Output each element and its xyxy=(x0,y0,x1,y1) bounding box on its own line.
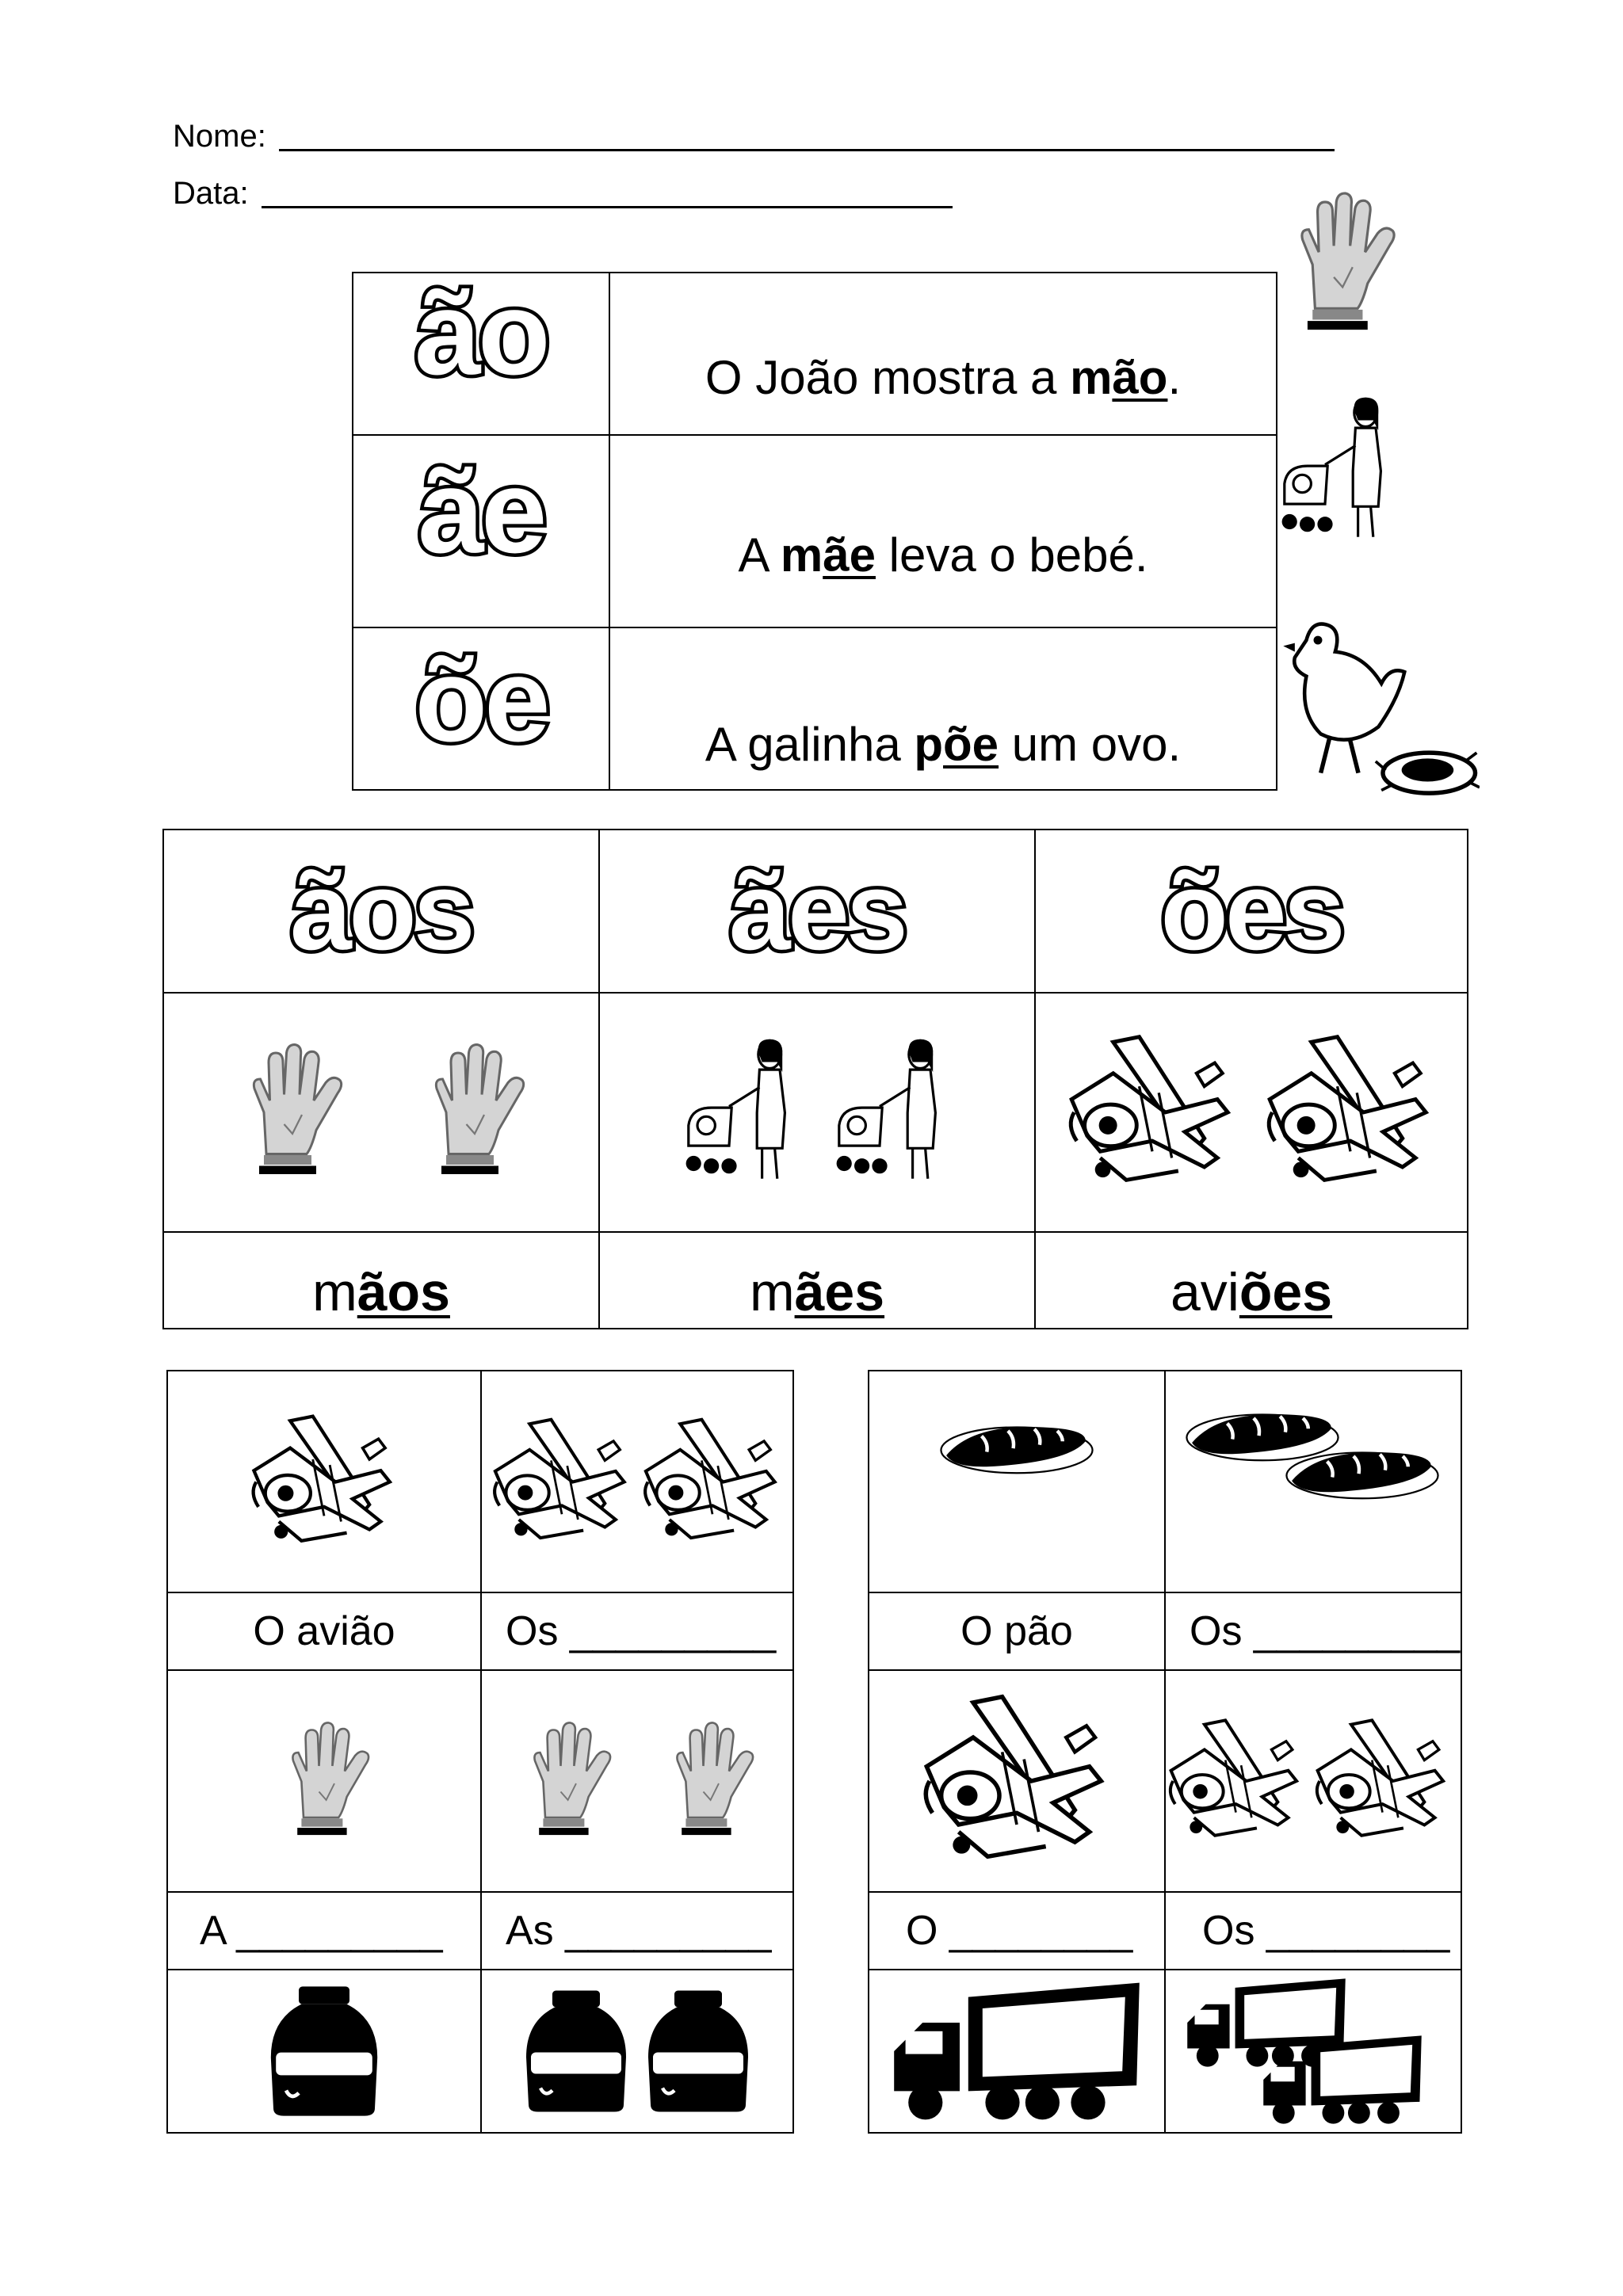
image-cell xyxy=(167,1670,481,1892)
image-cell xyxy=(481,1970,793,2133)
image-cell xyxy=(167,1371,481,1592)
digraph-cell xyxy=(353,266,609,435)
answer-plural: Os _________ xyxy=(1190,1608,1461,1654)
bread-icon xyxy=(938,1416,1096,1479)
sentence-text: A galinha põe um ovo. xyxy=(705,718,1182,771)
image-cell xyxy=(869,1970,1165,2133)
digraph-ae: ãe xyxy=(418,444,544,578)
airplane-icon xyxy=(245,1413,403,1551)
plural-header-cell xyxy=(599,830,1035,993)
date-label: Data: xyxy=(173,176,249,211)
answer-cell[interactable] xyxy=(481,1892,793,1970)
name-label: Nome: xyxy=(173,119,266,154)
word-maos: mãos xyxy=(312,1262,450,1322)
digraph-cell xyxy=(353,627,609,790)
jar-icon xyxy=(639,1985,758,2117)
truck-icon xyxy=(886,1980,1148,2122)
date-blank-line[interactable] xyxy=(262,206,953,208)
sentence-text: O João mostra a mão. xyxy=(705,351,1182,404)
answer-cell[interactable] xyxy=(481,1592,793,1670)
word-maes: mães xyxy=(749,1262,885,1322)
hand-icon xyxy=(273,1716,376,1847)
digraph-ao: ão xyxy=(414,266,548,399)
image-cell xyxy=(163,993,599,1232)
airplane-icon xyxy=(487,1413,637,1551)
sentence-cell xyxy=(609,273,1277,435)
answer-cell xyxy=(869,1592,1165,1670)
mother-stroller-icon xyxy=(1274,390,1401,552)
image-cell xyxy=(1165,1670,1461,1892)
answer-singular: O pão xyxy=(960,1608,1073,1654)
word-cell xyxy=(1035,1232,1468,1329)
airplane-icon xyxy=(1309,1698,1456,1864)
airplane-icon xyxy=(1259,1033,1442,1192)
word-cell xyxy=(599,1232,1035,1329)
right-exercise-table xyxy=(868,1370,1462,2134)
image-cell xyxy=(599,993,1035,1232)
truck-icon xyxy=(1259,2034,1426,2126)
digraph-cell xyxy=(353,435,609,627)
plural-header-oes: ões xyxy=(1160,849,1342,973)
word-cell xyxy=(163,1232,599,1329)
sentence-cell xyxy=(609,435,1277,627)
hen-nest-icon xyxy=(1277,610,1480,800)
airplane-icon xyxy=(637,1413,788,1551)
plural-header-aos: ãos xyxy=(290,849,472,973)
answer-singular: A _________ xyxy=(200,1908,443,1954)
jar-icon xyxy=(517,1985,636,2117)
answer-singular: O avião xyxy=(253,1608,395,1654)
airplane-icon xyxy=(1061,1033,1243,1192)
digraph-oe: õe xyxy=(414,633,548,766)
mother-stroller-icon xyxy=(829,1032,956,1194)
answer-singular: O ________ xyxy=(906,1908,1133,1954)
hand-icon xyxy=(413,1037,532,1188)
airplane-icon xyxy=(1163,1698,1309,1864)
sentence-cell xyxy=(609,627,1277,790)
hand-icon xyxy=(231,1037,349,1188)
image-cell xyxy=(167,1970,481,2133)
plural-table xyxy=(162,829,1468,1329)
answer-plural: Os ________ xyxy=(1202,1908,1450,1954)
hand-icon xyxy=(1277,189,1403,341)
answer-cell[interactable] xyxy=(869,1892,1165,1970)
answer-cell[interactable] xyxy=(1165,1892,1461,1970)
answer-cell xyxy=(167,1592,481,1670)
image-cell xyxy=(869,1371,1165,1592)
airplane-icon xyxy=(906,1694,1128,1868)
word-avioes: aviões xyxy=(1170,1262,1333,1322)
image-cell xyxy=(1165,1371,1461,1592)
digraph-sentence-table xyxy=(352,266,1277,791)
name-blank-line[interactable] xyxy=(279,149,1335,151)
left-exercise-table xyxy=(166,1370,794,2134)
bread-icon xyxy=(1283,1441,1442,1505)
sentence-text: A mãe leva o bebé. xyxy=(738,528,1148,582)
hand-icon xyxy=(514,1716,617,1847)
answer-plural: As _________ xyxy=(506,1908,772,1954)
plural-header-cell xyxy=(163,830,599,993)
image-cell xyxy=(1035,993,1468,1232)
image-cell xyxy=(869,1670,1165,1892)
image-cell xyxy=(481,1371,793,1592)
answer-plural: Os _________ xyxy=(506,1608,777,1654)
hand-icon xyxy=(657,1716,760,1847)
answer-cell[interactable] xyxy=(167,1892,481,1970)
jar-icon xyxy=(261,1981,388,2121)
mother-stroller-icon xyxy=(678,1032,805,1194)
plural-header-aes: ães xyxy=(729,849,905,973)
image-cell xyxy=(481,1670,793,1892)
image-cell xyxy=(1165,1970,1461,2133)
answer-cell[interactable] xyxy=(1165,1592,1461,1670)
plural-header-cell xyxy=(1035,830,1468,993)
